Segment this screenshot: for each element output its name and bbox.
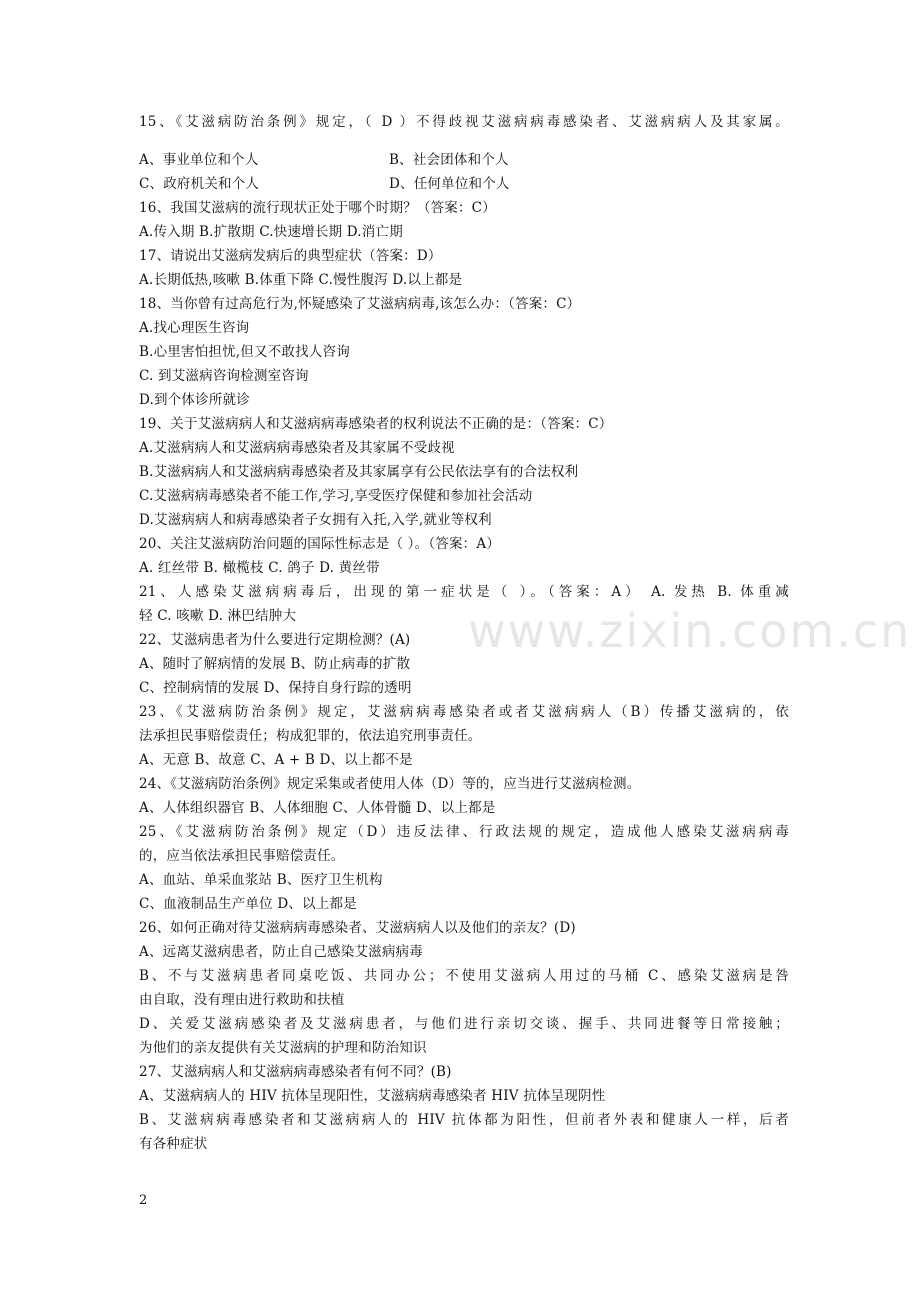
question-26: 26、如何正确对待艾滋病病毒感染者、艾滋病病人以及他们的亲友？(D) [139, 920, 576, 936]
question-19-option-c: C.艾滋病病毒感染者不能工作,学习,享受医疗保健和参加社会活动 [139, 488, 533, 504]
question-18: 18、当你曾有过高危行为,怀疑感染了艾滋病病毒,该怎么办：（答案：C） [139, 296, 581, 312]
question-15-options-row-2 [139, 172, 789, 196]
question-20: 20、关注艾滋病防治问题的国际性标志是（ ）。（答案：A） [139, 536, 501, 552]
question-19-option-d: D.艾滋病病人和病毒感染者子女拥有入托,入学,就业等权利 [139, 512, 492, 528]
question-16: 16、我国艾滋病的流行现状正处于哪个时期？（答案：C） [139, 200, 496, 216]
question-18-option-c: C. 到艾滋病咨询检测室咨询 [139, 368, 309, 384]
question-21-continued: 轻 C. 咳嗽 D. 淋巴结肿大 [139, 608, 297, 624]
question-27-option-a: A、艾滋病病人的 HIV 抗体呈现阳性，艾滋病病毒感染者 HIV 抗体呈现阴性 [139, 1088, 606, 1104]
question-27: 27、艾滋病病人和艾滋病病毒感染者有何不同？(B) [139, 1064, 452, 1080]
question-26-option-d-continued: 为他们的亲友提供有关艾滋病的护理和防治知识 [139, 1040, 427, 1056]
question-25: 25、《艾滋病防治条例》规定（D）违反法律、行政法规的规定，造成他人感染艾滋病病毒 [139, 824, 789, 840]
question-23: 23、《艾滋病防治条例》规定，艾滋病病毒感染者或者艾滋病病人（B）传播艾滋病的，依 [139, 704, 789, 720]
question-25-options-row-2: C、血液制品生产单位 D、以上都是 [139, 896, 357, 912]
option-b: B、社会团体和个人 [389, 152, 509, 168]
question-17: 17、请说出艾滋病发病后的典型症状（答案：D） [139, 248, 442, 264]
question-22-options-row-2: C、控制病情的发展 D、保持自身行踪的透明 [139, 680, 412, 696]
question-19-option-b: B.艾滋病病人和艾滋病病毒感染者及其家属享有公民依法享有的合法权利 [139, 464, 579, 480]
question-24: 24、《艾滋病防治条例》规定采集或者使用人体（D）等的，应当进行艾滋病检测。 [139, 776, 641, 792]
question-21: 21、人感染艾滋病病毒后，出现的第一症状是（ ）。（答案：A） A. 发热 B. 体重减 [139, 584, 789, 600]
question-22: 22、艾滋病患者为什么要进行定期检测？(A) [139, 632, 411, 648]
question-list [139, 110, 789, 1156]
watermark: www.zixin.com.cn [468, 604, 912, 658]
question-19-option-a: A.艾滋病病人和艾滋病病毒感染者及其家属不受歧视 [139, 440, 455, 456]
question-15-options-row-1 [139, 148, 789, 172]
question-18-option-b: B.心里害怕担忧,但又不敢找人咨询 [139, 344, 350, 360]
question-19: 19、关于艾滋病病人和艾滋病病毒感染者的权利说法不正确的是：（答案：C） [139, 416, 613, 432]
question-18-option-a: A.找心理医生咨询 [139, 320, 250, 336]
question-23-continued: 法承担民事赔偿责任；构成犯罪的，依法追究刑事责任。 [139, 728, 482, 744]
question-26-option-d: D、关爱艾滋病感染者及艾滋病患者，与他们进行亲切交谈、握手、共同进餐等日常接触； [139, 1016, 789, 1032]
question-26-option-b: B、不与艾滋病患者同桌吃饭、共同办公；不使用艾滋病人用过的马桶 C、感染艾滋病是咎 [139, 968, 789, 984]
question-15: 15、《艾滋病防治条例》规定，（ D ）不得歧视艾滋病病毒感染者、艾滋病病人及其家属。 [139, 114, 789, 130]
question-18-option-d: D.到个体诊所就诊 [139, 392, 250, 408]
question-22-options-row-1: A、随时了解病情的发展 B、防止病毒的扩散 [139, 656, 411, 672]
question-17-options: A.长期低热,咳嗽 B.体重下降 C.慢性腹泻 D.以上都是 [139, 272, 463, 288]
option-d: D、任何单位和个人 [389, 176, 510, 192]
question-23-options: A、无意 B、故意 C、A + B D、以上都不是 [139, 752, 413, 768]
question-26-option-c-continued: 由自取，没有理由进行救助和扶植 [139, 992, 345, 1008]
question-24-options: A、人体组织器官 B、人体细胞 C、人体骨髓 D、以上都是 [139, 800, 496, 816]
question-27-option-b: B、艾滋病病毒感染者和艾滋病病人的 HIV 抗体都为阳性，但前者外表和健康人一样，后者 [139, 1112, 789, 1128]
question-20-options: A. 红丝带 B. 橄榄枝 C. 鸽子 D. 黄丝带 [139, 560, 380, 576]
question-25-continued: 的，应当依法承担民事赔偿责任。 [139, 848, 345, 864]
option-c: C、政府机关和个人 [139, 176, 260, 192]
question-25-options-row-1: A、血站、单采血浆站 B、医疗卫生机构 [139, 872, 383, 888]
question-16-options: A.传入期 B.扩散期 C.快速增长期 D.消亡期 [139, 224, 403, 240]
page-number: 2 [139, 1193, 148, 1208]
question-26-option-a: A、远离艾滋病患者，防止自己感染艾滋病病毒 [139, 944, 423, 960]
question-27-option-b-continued: 有各种症状 [139, 1136, 208, 1152]
option-a: A、事业单位和个人 [139, 152, 259, 168]
